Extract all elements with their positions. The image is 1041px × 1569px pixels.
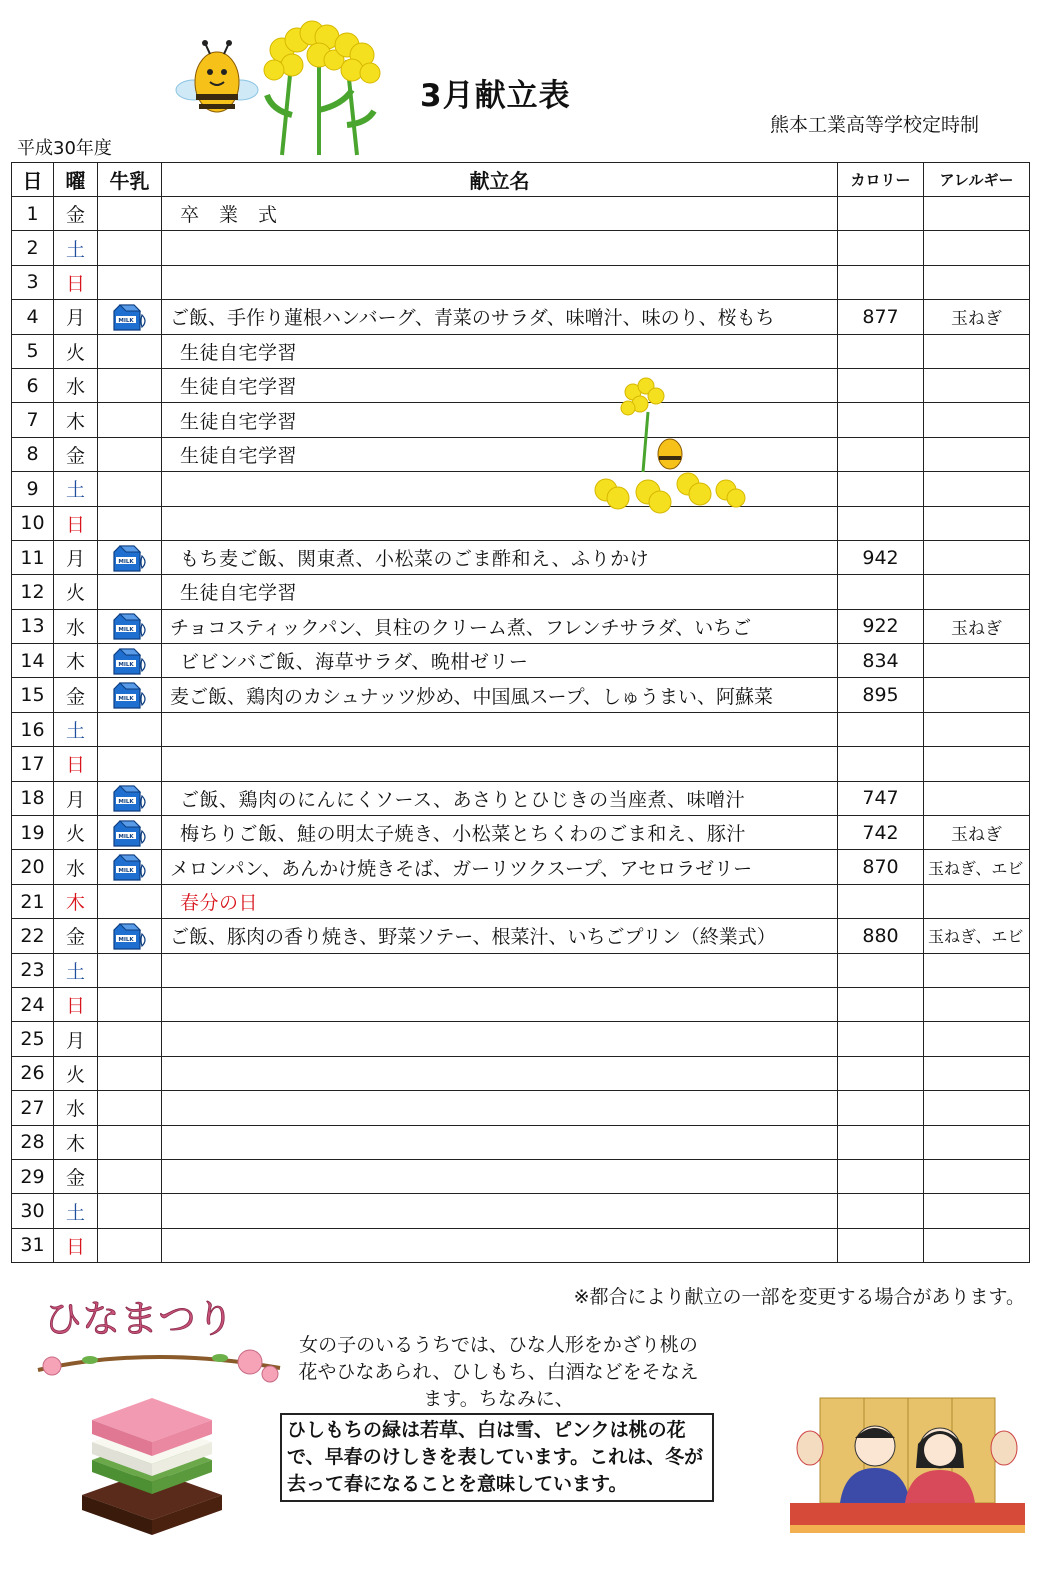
day-cell: 8 bbox=[12, 437, 54, 471]
milk-carton-icon bbox=[110, 853, 150, 881]
calories-cell bbox=[838, 1022, 924, 1056]
day-cell: 10 bbox=[12, 506, 54, 540]
allergy-cell bbox=[924, 1056, 1030, 1090]
menu-cell bbox=[162, 231, 838, 265]
day-cell: 13 bbox=[12, 609, 54, 643]
weekday-cell: 日 bbox=[54, 987, 98, 1021]
milk-cell bbox=[98, 1022, 162, 1056]
milk-cell bbox=[98, 1125, 162, 1159]
allergy-cell bbox=[924, 437, 1030, 471]
table-row bbox=[12, 678, 1030, 712]
table-row bbox=[12, 609, 1030, 643]
milk-cell bbox=[98, 575, 162, 609]
calories-cell: 870 bbox=[838, 850, 924, 884]
milk-cell bbox=[98, 609, 162, 643]
milk-cell bbox=[98, 1056, 162, 1090]
day-cell: 7 bbox=[12, 403, 54, 437]
menu-cell: 生徒自宅学習 bbox=[162, 575, 838, 609]
calories-cell bbox=[838, 1125, 924, 1159]
milk-carton-icon bbox=[110, 544, 150, 572]
calories-cell: 834 bbox=[838, 644, 924, 678]
day-cell: 1 bbox=[12, 197, 54, 231]
page-title: 3月献立表 bbox=[420, 78, 571, 114]
day-cell: 2 bbox=[12, 231, 54, 265]
table-row bbox=[12, 231, 1030, 265]
allergy-cell bbox=[924, 1091, 1030, 1125]
table-row bbox=[12, 987, 1030, 1021]
hinamatsuri-logo bbox=[30, 1290, 310, 1394]
weekday-cell: 水 bbox=[54, 850, 98, 884]
weekday-cell: 木 bbox=[54, 644, 98, 678]
menu-cell bbox=[162, 1091, 838, 1125]
calories-cell: 747 bbox=[838, 781, 924, 815]
milk-cell bbox=[98, 816, 162, 850]
calories-cell bbox=[838, 884, 924, 918]
table-row bbox=[12, 884, 1030, 918]
allergy-cell: 玉ねぎ、エビ bbox=[924, 919, 1030, 953]
bee-flower-decoration-icon bbox=[588, 372, 753, 522]
milk-carton-icon bbox=[110, 612, 150, 640]
table-row bbox=[12, 1056, 1030, 1090]
weekday-cell: 金 bbox=[54, 678, 98, 712]
svg-text:MILK: MILK bbox=[117, 317, 134, 324]
table-row bbox=[12, 1125, 1030, 1159]
milk-cell bbox=[98, 197, 162, 231]
milk-cell bbox=[98, 747, 162, 781]
calories-cell: 742 bbox=[838, 816, 924, 850]
calories-cell bbox=[838, 265, 924, 299]
table-header-row bbox=[12, 163, 1030, 197]
day-cell: 30 bbox=[12, 1194, 54, 1228]
table-row bbox=[12, 1194, 1030, 1228]
weekday-cell: 月 bbox=[54, 1022, 98, 1056]
calories-cell bbox=[838, 987, 924, 1021]
menu-cell bbox=[162, 1056, 838, 1090]
table-row bbox=[12, 953, 1030, 987]
day-cell: 16 bbox=[12, 712, 54, 746]
menu-cell: メロンパン、あんかけ焼きそば、ガーリツクスープ、アセロラゼリー bbox=[162, 850, 838, 884]
menu-table-body bbox=[12, 197, 1030, 1263]
day-cell: 11 bbox=[12, 540, 54, 574]
calories-cell: 895 bbox=[838, 678, 924, 712]
milk-cell bbox=[98, 506, 162, 540]
menu-cell: 麦ご飯、鶏肉のカシュナッツ炒め、中国風スープ、しゅうまい、阿蘇菜 bbox=[162, 678, 838, 712]
hinamatsuri-branch-icon bbox=[30, 1290, 310, 1390]
table-row bbox=[12, 368, 1030, 402]
weekday-cell: 木 bbox=[54, 884, 98, 918]
svg-text:MILK: MILK bbox=[117, 627, 134, 634]
table-row bbox=[12, 437, 1030, 471]
allergy-cell: 玉ねぎ bbox=[924, 609, 1030, 643]
day-cell: 17 bbox=[12, 747, 54, 781]
weekday-cell: 水 bbox=[54, 1091, 98, 1125]
calories-cell: 877 bbox=[838, 300, 924, 334]
table-row bbox=[12, 1159, 1030, 1193]
day-cell: 27 bbox=[12, 1091, 54, 1125]
milk-cell bbox=[98, 644, 162, 678]
allergy-cell: 玉ねぎ、エビ bbox=[924, 850, 1030, 884]
milk-carton-icon bbox=[110, 784, 150, 812]
day-cell: 15 bbox=[12, 678, 54, 712]
day-cell: 29 bbox=[12, 1159, 54, 1193]
allergy-cell bbox=[924, 781, 1030, 815]
allergy-cell bbox=[924, 1159, 1030, 1193]
calories-cell bbox=[838, 472, 924, 506]
svg-text:MILK: MILK bbox=[117, 661, 134, 668]
milk-cell bbox=[98, 850, 162, 884]
menu-cell bbox=[162, 1022, 838, 1056]
milk-cell bbox=[98, 1194, 162, 1228]
weekday-cell: 木 bbox=[54, 1125, 98, 1159]
calories-cell bbox=[838, 1194, 924, 1228]
milk-cell bbox=[98, 334, 162, 368]
day-cell: 23 bbox=[12, 953, 54, 987]
calories-cell: 880 bbox=[838, 919, 924, 953]
menu-cell bbox=[162, 712, 838, 746]
allergy-cell: 玉ねぎ bbox=[924, 300, 1030, 334]
calories-cell bbox=[838, 334, 924, 368]
milk-cell bbox=[98, 472, 162, 506]
table-row bbox=[12, 644, 1030, 678]
calories-cell bbox=[838, 437, 924, 471]
allergy-cell bbox=[924, 506, 1030, 540]
weekday-cell: 日 bbox=[54, 265, 98, 299]
calories-cell bbox=[838, 231, 924, 265]
menu-cell: もち麦ご飯、関東煮、小松菜のごま酢和え、ふりかけ bbox=[162, 540, 838, 574]
svg-text:MILK: MILK bbox=[117, 936, 134, 943]
col-weekday: 曜 bbox=[54, 163, 98, 197]
table-row bbox=[12, 1091, 1030, 1125]
allergy-cell bbox=[924, 231, 1030, 265]
milk-carton-icon bbox=[110, 819, 150, 847]
day-cell: 21 bbox=[12, 884, 54, 918]
milk-cell bbox=[98, 919, 162, 953]
milk-cell bbox=[98, 368, 162, 402]
milk-cell bbox=[98, 1159, 162, 1193]
table-row bbox=[12, 506, 1030, 540]
weekday-cell: 金 bbox=[54, 919, 98, 953]
calories-cell bbox=[838, 575, 924, 609]
day-cell: 5 bbox=[12, 334, 54, 368]
menu-cell bbox=[162, 1194, 838, 1228]
bee-icon bbox=[172, 38, 262, 118]
menu-cell: ご飯、手作り蓮根ハンバーグ、青菜のサラダ、味噌汁、味のり、桜もち bbox=[162, 300, 838, 334]
menu-table bbox=[11, 162, 1030, 1263]
change-note: ※都合により献立の一部を変更する場合があります。 bbox=[573, 1286, 1025, 1308]
svg-text:ひなまつり: ひなまつり bbox=[44, 1297, 235, 1341]
table-row bbox=[12, 540, 1030, 574]
allergy-cell bbox=[924, 884, 1030, 918]
menu-cell: チョコスティックパン、貝柱のクリーム煮、フレンチサラダ、いちご bbox=[162, 609, 838, 643]
table-row bbox=[12, 919, 1030, 953]
day-cell: 19 bbox=[12, 816, 54, 850]
table-row bbox=[12, 197, 1030, 231]
school-name: 熊本工業高等学校定時制 bbox=[770, 114, 980, 136]
weekday-cell: 金 bbox=[54, 437, 98, 471]
table-row bbox=[12, 472, 1030, 506]
milk-cell bbox=[98, 300, 162, 334]
menu-cell bbox=[162, 747, 838, 781]
menu-cell: ビビンバご飯、海草サラダ、晩柑ゼリー bbox=[162, 644, 838, 678]
calories-cell bbox=[838, 1056, 924, 1090]
col-day: 日 bbox=[12, 163, 54, 197]
hinamatsuri-intro: 女の子のいるうちでは、ひな人形をかざり桃の花やひなあられ、ひしもち、白酒などをそなえます。ちなみに、 bbox=[298, 1334, 699, 1410]
milk-cell bbox=[98, 884, 162, 918]
allergy-cell bbox=[924, 1228, 1030, 1262]
allergy-cell bbox=[924, 472, 1030, 506]
day-cell: 22 bbox=[12, 919, 54, 953]
svg-text:MILK: MILK bbox=[117, 558, 134, 565]
weekday-cell: 月 bbox=[54, 781, 98, 815]
menu-cell bbox=[162, 1159, 838, 1193]
day-cell: 24 bbox=[12, 987, 54, 1021]
milk-carton-icon bbox=[110, 922, 150, 950]
allergy-cell bbox=[924, 644, 1030, 678]
menu-cell: 卒 業 式 bbox=[162, 197, 838, 231]
table-row bbox=[12, 265, 1030, 299]
menu-cell: 生徒自宅学習 bbox=[162, 437, 838, 471]
table-row bbox=[12, 403, 1030, 437]
day-cell: 20 bbox=[12, 850, 54, 884]
table-row bbox=[12, 712, 1030, 746]
calories-cell bbox=[838, 403, 924, 437]
svg-text:MILK: MILK bbox=[117, 696, 134, 703]
allergy-cell bbox=[924, 987, 1030, 1021]
table-row bbox=[12, 575, 1030, 609]
weekday-cell: 日 bbox=[54, 1228, 98, 1262]
table-row bbox=[12, 1228, 1030, 1262]
allergy-cell bbox=[924, 747, 1030, 781]
allergy-cell bbox=[924, 678, 1030, 712]
allergy-cell bbox=[924, 1194, 1030, 1228]
weekday-cell: 火 bbox=[54, 334, 98, 368]
table-row bbox=[12, 1022, 1030, 1056]
allergy-cell bbox=[924, 265, 1030, 299]
svg-text:MILK: MILK bbox=[117, 833, 134, 840]
milk-carton-icon bbox=[110, 303, 150, 331]
calories-cell bbox=[838, 368, 924, 402]
milk-cell bbox=[98, 781, 162, 815]
menu-cell bbox=[162, 1125, 838, 1159]
menu-cell bbox=[162, 1228, 838, 1262]
day-cell: 6 bbox=[12, 368, 54, 402]
milk-cell bbox=[98, 1091, 162, 1125]
table-row bbox=[12, 334, 1030, 368]
menu-cell bbox=[162, 987, 838, 1021]
allergy-cell bbox=[924, 1125, 1030, 1159]
milk-carton-icon bbox=[110, 681, 150, 709]
calories-cell: 922 bbox=[838, 609, 924, 643]
table-row bbox=[12, 781, 1030, 815]
menu-cell: 生徒自宅学習 bbox=[162, 334, 838, 368]
allergy-cell bbox=[924, 1022, 1030, 1056]
weekday-cell: 月 bbox=[54, 540, 98, 574]
hina-dolls-icon bbox=[780, 1378, 1035, 1538]
milk-cell bbox=[98, 231, 162, 265]
day-cell: 26 bbox=[12, 1056, 54, 1090]
menu-cell bbox=[162, 953, 838, 987]
day-cell: 25 bbox=[12, 1022, 54, 1056]
day-cell: 3 bbox=[12, 265, 54, 299]
svg-text:MILK: MILK bbox=[117, 799, 134, 806]
milk-carton-icon bbox=[110, 647, 150, 675]
milk-cell bbox=[98, 678, 162, 712]
col-allergy: アレルギー bbox=[924, 163, 1030, 197]
day-cell: 9 bbox=[12, 472, 54, 506]
allergy-cell bbox=[924, 197, 1030, 231]
hishimochi-icon bbox=[62, 1390, 242, 1540]
menu-cell: 梅ちりご飯、鮭の明太子焼き、小松菜とちくわのごま和え、豚汁 bbox=[162, 816, 838, 850]
weekday-cell: 土 bbox=[54, 231, 98, 265]
hishimochi-explanation-box: ひしもちの緑は若草、白は雪、ピンクは桃の花で、早春のけしきを表しています。これは、冬が去って春になることを意味しています。 bbox=[280, 1413, 714, 1502]
calories-cell: 942 bbox=[838, 540, 924, 574]
weekday-cell: 土 bbox=[54, 472, 98, 506]
weekday-cell: 火 bbox=[54, 816, 98, 850]
allergy-cell bbox=[924, 575, 1030, 609]
day-cell: 31 bbox=[12, 1228, 54, 1262]
table-row bbox=[12, 816, 1030, 850]
weekday-cell: 金 bbox=[54, 1159, 98, 1193]
milk-cell bbox=[98, 437, 162, 471]
day-cell: 14 bbox=[12, 644, 54, 678]
milk-cell bbox=[98, 540, 162, 574]
milk-cell bbox=[98, 403, 162, 437]
milk-cell bbox=[98, 265, 162, 299]
day-cell: 12 bbox=[12, 575, 54, 609]
weekday-cell: 金 bbox=[54, 197, 98, 231]
table-row bbox=[12, 747, 1030, 781]
fiscal-year: 平成30年度 bbox=[17, 138, 112, 159]
weekday-cell: 木 bbox=[54, 403, 98, 437]
menu-cell: ご飯、鶏肉のにんにくソース、あさりとひじきの当座煮、味噌汁 bbox=[162, 781, 838, 815]
allergy-cell bbox=[924, 368, 1030, 402]
milk-cell bbox=[98, 1228, 162, 1262]
menu-cell: 生徒自宅学習 bbox=[162, 368, 838, 402]
calories-cell bbox=[838, 1159, 924, 1193]
calories-cell bbox=[838, 506, 924, 540]
weekday-cell: 月 bbox=[54, 300, 98, 334]
milk-cell bbox=[98, 953, 162, 987]
calories-cell bbox=[838, 197, 924, 231]
col-milk: 牛乳 bbox=[98, 163, 162, 197]
menu-cell: 生徒自宅学習 bbox=[162, 403, 838, 437]
allergy-cell bbox=[924, 403, 1030, 437]
calories-cell bbox=[838, 953, 924, 987]
col-menu: 献立名 bbox=[162, 163, 838, 197]
table-row bbox=[12, 850, 1030, 884]
menu-cell: ご飯、豚肉の香り焼き、野菜ソテー、根菜汁、いちごプリン（終業式） bbox=[162, 919, 838, 953]
allergy-cell bbox=[924, 712, 1030, 746]
table-row bbox=[12, 300, 1030, 334]
milk-cell bbox=[98, 987, 162, 1021]
milk-cell bbox=[98, 712, 162, 746]
allergy-cell bbox=[924, 953, 1030, 987]
calories-cell bbox=[838, 712, 924, 746]
day-cell: 28 bbox=[12, 1125, 54, 1159]
calories-cell bbox=[838, 1091, 924, 1125]
weekday-cell: 水 bbox=[54, 609, 98, 643]
svg-text:MILK: MILK bbox=[117, 868, 134, 875]
weekday-cell: 日 bbox=[54, 747, 98, 781]
weekday-cell: 日 bbox=[54, 506, 98, 540]
weekday-cell: 水 bbox=[54, 368, 98, 402]
col-calories: カロリー bbox=[838, 163, 924, 197]
menu-cell bbox=[162, 265, 838, 299]
calories-cell bbox=[838, 747, 924, 781]
day-cell: 4 bbox=[12, 300, 54, 334]
day-cell: 18 bbox=[12, 781, 54, 815]
rapeseed-flower-icon bbox=[252, 15, 387, 160]
calories-cell bbox=[838, 1228, 924, 1262]
weekday-cell: 土 bbox=[54, 1194, 98, 1228]
weekday-cell: 火 bbox=[54, 575, 98, 609]
allergy-cell bbox=[924, 334, 1030, 368]
allergy-cell: 玉ねぎ bbox=[924, 816, 1030, 850]
menu-cell: 春分の日 bbox=[162, 884, 838, 918]
allergy-cell bbox=[924, 540, 1030, 574]
weekday-cell: 土 bbox=[54, 712, 98, 746]
weekday-cell: 土 bbox=[54, 953, 98, 987]
weekday-cell: 火 bbox=[54, 1056, 98, 1090]
